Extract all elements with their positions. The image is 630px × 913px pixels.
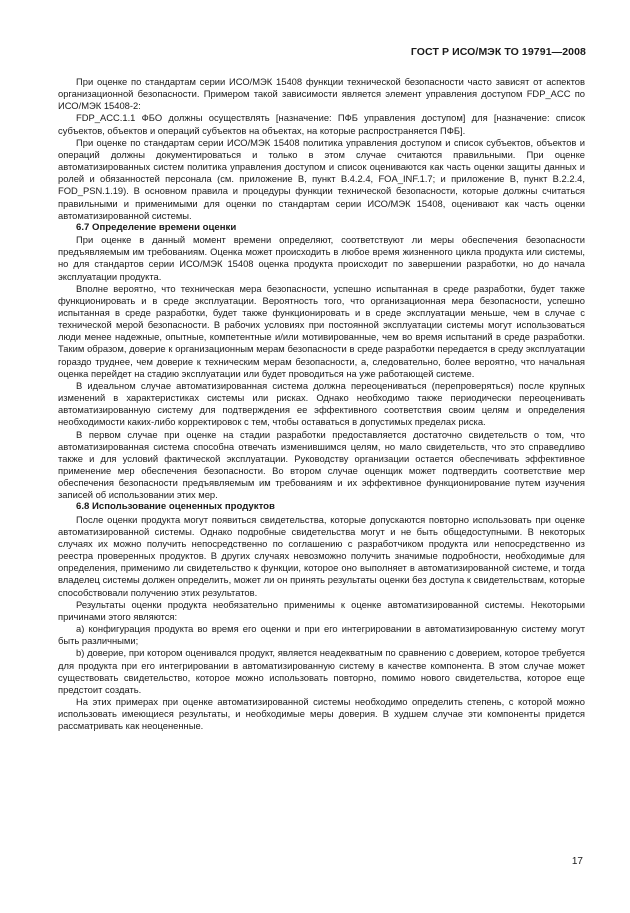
body-paragraph: На этих примерах при оценке автоматизированной системы необходимо определить степень, с которой можно использовать имеющиеся результаты, и необходимые меры доверия. В худшем случае эти компоненты придется рассматривать как неоцененные. xyxy=(58,695,585,732)
page-number: 17 xyxy=(571,856,583,867)
body-paragraph: При оценке в данный момент времени определяют, соответствуют ли меры обеспечения безопасности предъявляемым им требованиям. Оценка может происходить в любое время жизненного цикла продукта или системы, но для стандартов серии ИСО/МЭК 15408 оценка продукта происходит по завершении разработки, но до начала эксплуатации продукта. xyxy=(58,234,585,282)
body-paragraph: В идеальном случае автоматизированная система должна переоцениваться (перепроверяться) после крупных изменений в характеристиках системы или рисках. Однако необходимо также периодически переоценивать автоматизированную систему для подтверждения ее эффективного соответствия своим целям и определения необходимости каких-либо корректировок с тем, чтобы оставаться в допустимых пределах риска. xyxy=(58,379,585,428)
body-paragraph: Результаты оценки продукта необязательно применимы к оценке автоматизированной системы. Некоторыми причинами этого являются: xyxy=(58,598,585,622)
standard-header: ГОСТ Р ИСО/МЭК ТО 19791—2008 xyxy=(410,46,586,58)
body-paragraph: При оценке по стандартам серии ИСО/МЭК 15408 политика управления доступом и список субъектов, объектов и операций должны документироваться и только в этом случае считаются правильными. При оценке автоматизированных систем политика управления доступом и список оцениваются как часть оценки защиты данных и ролей и обязанностей персонала (см. приложение В, пункт В.4.2.4, FOA_INF.1.7; и приложение В, пункт В.2.2.4, FOD_PSN.1.19). В основном правила и процедуры функции технической безопасности, которые должны считаться правильными и применимыми для оценки по стандартам серии ИСО/МЭК 15408, оценивают как часть оценки автоматизированной системы. xyxy=(58,136,585,221)
body-paragraph: После оценки продукта могут появиться свидетельства, которые допускаются повторно использовать при оценке автоматизированной системы. Однако подробные свидетельства могут и не быть общедоступными. В некоторых случаях их можно получить непосредственно по соглашению с разработчиком продукта или непосредственно из реестра проверенных продуктов. В других случаях невозможно получить значимые подробности, необходимые для определения, применимо ли свидетельство к функции, которое оно выполняет в автоматизированной системе, и тогда владелец системы должен определить, может ли он принять результаты оценки без доступа к свидетельствам, которые способствовали получению этих результатов. xyxy=(58,513,585,598)
body-paragraph: Вполне вероятно, что техническая мера безопасности, успешно испытанная в среде разработки, будет также функционировать и в среде эксплуатации. Вероятность того, что организационная мера безопасности, успешно испытанная в среде разработки, будет также функционировать и в среде эксплуатации меньше, чем в случае с технической мерой безопасности. В рабочих условиях при постоянной эксплуатации системы могут использоваться люди менее надежные, опытные, компетентные и/или мотивированные, чем во время испытаний в среде разработки. Таким образом, доверие к организационным мерам безопасности в среде разработки передается в среду эксплуатации гораздо труднее, чем доверие к техническим мерам безопасности, а, следовательно, более вероятно, что начальная оценка перейдет на стадию эксплуатации или будет проводиться на уже работающей системе. xyxy=(58,282,585,379)
body-paragraph: В первом случае при оценке на стадии разработки предоставляется достаточно свидетельств о том, что автоматизированная система способна отвечать изменившимся целям, но мало свидетельств, что это справедливо также и для условий фактической эксплуатации. Руководству организации остается обеспечивать эффективное применение мер обеспечения безопасности. Во втором случае оценщик может подтвердить соответствие мер обеспечения безопасности предъявляемым им требованиям и их эффективное функционирование путем изучения записей об использовании этих мер. xyxy=(58,428,585,501)
list-item: а) конфигурация продукта во время его оценки и при его интегрировании в автоматизированную систему могут быть различными; xyxy=(58,623,585,647)
body-paragraph: При оценке по стандартам серии ИСО/МЭК 15408 функции технической безопасности часто зависят от аспектов организационной безопасности. Примером такой зависимости является элемент управления доступом FDP_ACC по ИСО/МЭК 15408-2: xyxy=(58,76,585,112)
page-body xyxy=(58,76,585,732)
list-item: b) доверие, при котором оценивался продукт, является неадекватным по сравнению с доверием, которое требуется для продукта при его интегрировании в автоматизированную систему в качестве компонента. В этом случае может существовать свидетельство, которое можно использовать повторно, помимо нового свидетельства, которое еще предстоит создать. xyxy=(58,647,585,695)
section-heading: 6.8 Использование оцененных продуктов xyxy=(76,501,275,513)
section-heading: 6.7 Определение времени оценки xyxy=(76,221,237,233)
body-paragraph: FDP_ACC.1.1 ФБО должны осуществлять [назначение: ПФБ управления доступом] для [назначение: список субъектов, объектов и операций субъектов на объектах, на которые распространяется ПФБ]. xyxy=(58,112,585,136)
